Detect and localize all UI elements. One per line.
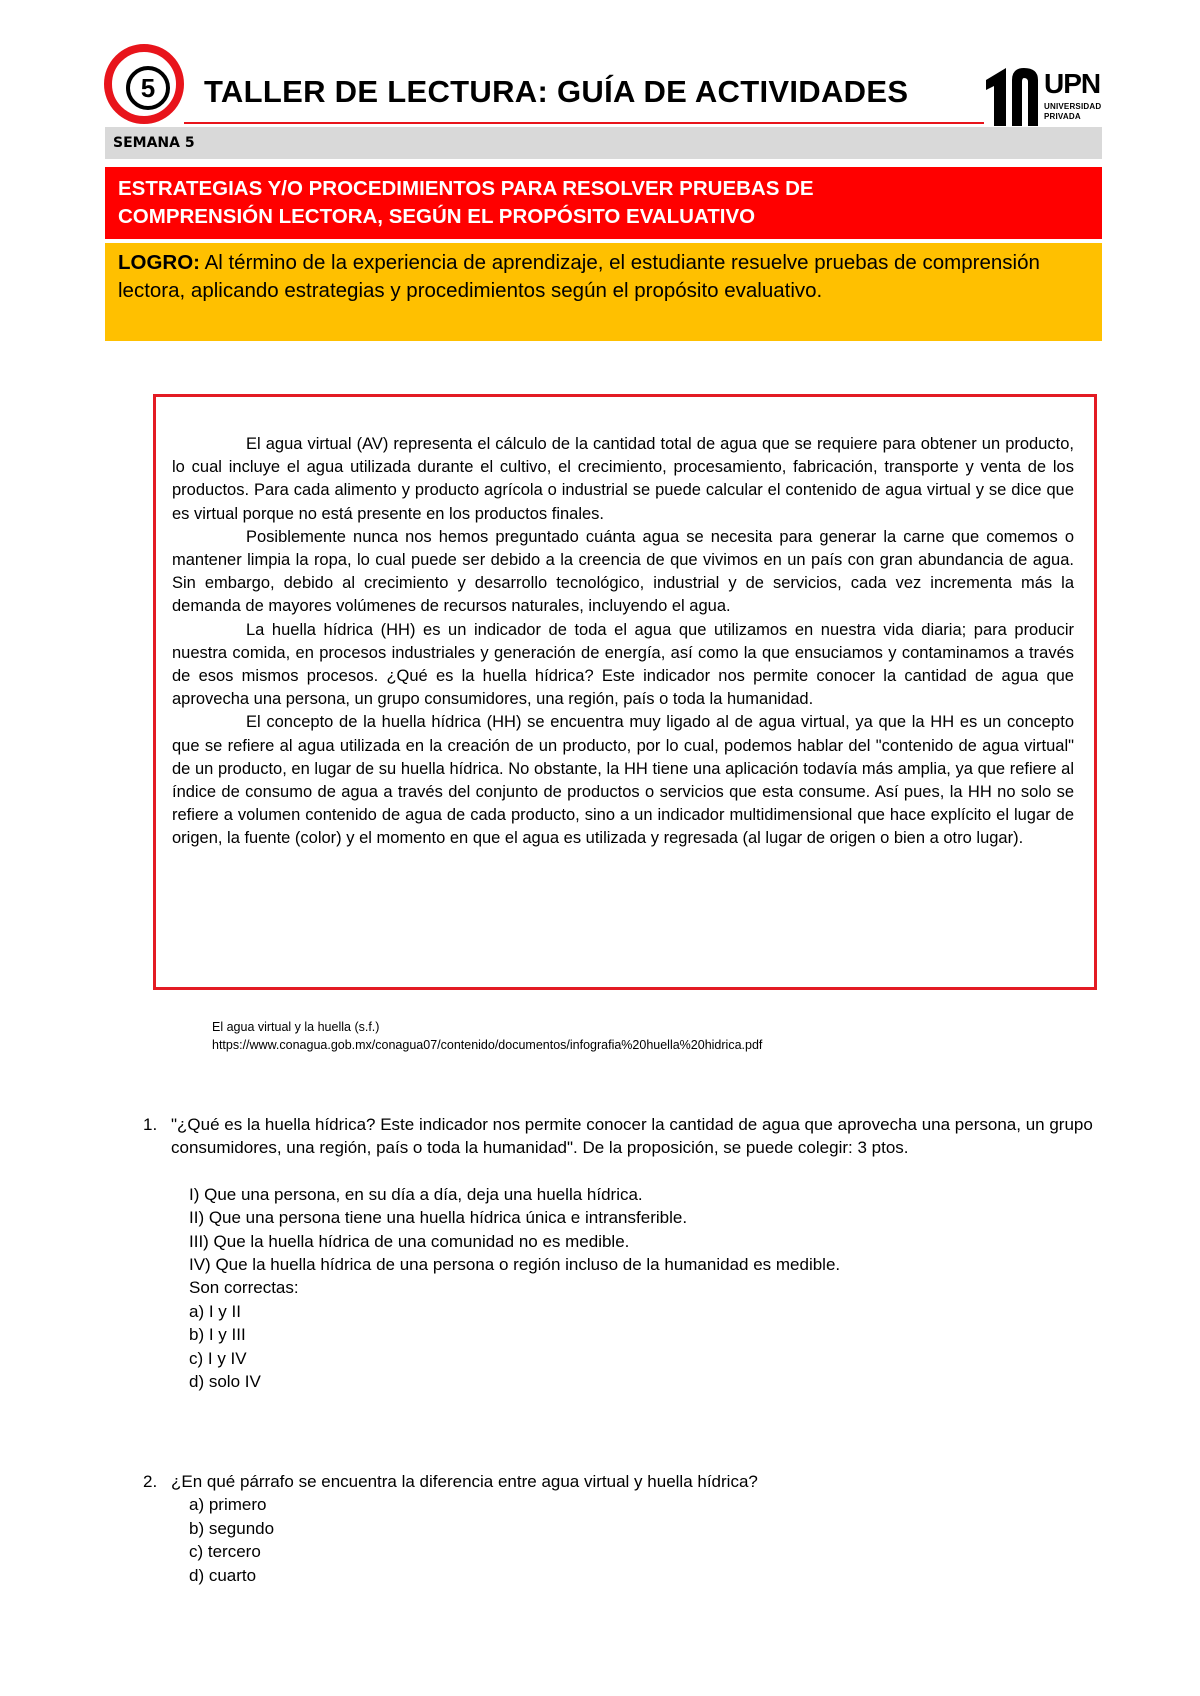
question-1-stem xyxy=(143,1113,1103,1160)
question-2-number: 2. xyxy=(143,1472,158,1491)
page-title: TALLER DE LECTURA: GUÍA DE ACTIVIDADES xyxy=(204,74,909,109)
logo-subtitle xyxy=(1044,102,1101,122)
week-label: SEMANA 5 xyxy=(105,127,1102,159)
passage-paragraph-3: La huella hídrica (HH) es un indicador de toda el agua que utilizamos en nuestra vida diaria; para producir nuestra comida, en procesos industriales y generación de energía, así como la que ensuciamos y contaminamos a través de esos mismos procesos. ¿Qué es la huella hídrica? Este indicador nos permite conocer la cantidad de agua que aprovecha una persona, un grupo consumidores, una región, país o toda la humanidad. xyxy=(172,620,1074,709)
option-a: a) primero xyxy=(189,1495,267,1515)
option-c: c) tercero xyxy=(189,1542,261,1562)
passage-paragraph-2: Posiblemente nunca nos hemos preguntado cuánta agua se necesita para generar la carne que comemos o mantener limpia la ropa, lo cual puede ser debido a la creencia de que vivimos en un país con gran abundancia de agua. Sin embargo, debido al crecimiento y desarrollo tecnológico, industrial y de servicios, cada vez incrementa más la demanda de mayores volúmenes de recursos naturales, incluyendo el agua. xyxy=(172,527,1074,616)
question-1-number: 1. xyxy=(143,1115,158,1134)
week-number: 5 xyxy=(126,66,170,110)
option-b: b) segundo xyxy=(189,1518,275,1538)
option-a: a) I y II xyxy=(189,1301,241,1321)
logo-sub-line-2: PRIVADA xyxy=(1044,112,1081,121)
question-2-stem xyxy=(143,1470,1103,1493)
goal-text: Al término de la experiencia de aprendizaje, el estudiante resuelve pruebas de comprensión lectora, aplicando estrategias y procedimientos según el propósito evaluativo. xyxy=(118,251,1040,302)
page-header xyxy=(104,44,1104,126)
statement-iv: IV) Que la huella hídrica de una persona o región incluso de la humanidad es medible. xyxy=(189,1255,841,1275)
question-1-prompt: Son correctas: xyxy=(189,1278,299,1298)
question-2-body xyxy=(143,1493,1103,1587)
option-c: c) I y IV xyxy=(189,1348,247,1368)
statement-ii: II) Que una persona tiene una huella hídrica única e intransferible. xyxy=(189,1208,688,1228)
question-1-text: "¿Qué es la huella hídrica? Este indicador nos permite conocer la cantidad de agua que aprovecha una persona, un grupo consumidores, una región, país o toda la humanidad". De la proposición, se puede colegir: 3 ptos. xyxy=(171,1115,1093,1158)
passage-paragraph-1: El agua virtual (AV) representa el cálculo de la cantidad total de agua que se requiere para obtener un producto, lo cual incluye el agua utilizada durante el cultivo, el crecimiento, procesamiento, fabricación, transporte y venta de los productos. Para cada alimento y producto agrícola o industrial se puede calcular el contenido de agua virtual y se dice que es virtual porque no está presente en los productos finales. xyxy=(172,435,1074,523)
option-b: b) I y III xyxy=(189,1325,246,1345)
week-badge xyxy=(104,44,184,124)
option-d: d) solo IV xyxy=(189,1372,261,1392)
topic-line-2: COMPRENSIÓN LECTORA, SEGÚN EL PROPÓSITO EVALUATIVO xyxy=(118,205,756,228)
logo-sub-line-1: UNIVERSIDAD xyxy=(1044,102,1102,111)
source-citation xyxy=(212,1018,762,1054)
statement-i: I) Que una persona, en su día a día, deja una huella hídrica. xyxy=(189,1184,643,1204)
option-d: d) cuarto xyxy=(189,1565,257,1585)
question-2-text: ¿En qué párrafo se encuentra la diferencia entre agua virtual y huella hídrica? xyxy=(171,1472,758,1491)
statement-iii: III) Que la huella hídrica de una comunidad no es medible. xyxy=(189,1231,630,1251)
citation-url: https://www.conagua.gob.mx/conagua07/contenido/documentos/infografia%20huella%20hidrica.pdf xyxy=(212,1038,763,1052)
reading-passage xyxy=(153,394,1097,990)
goal-label: LOGRO: xyxy=(118,251,200,274)
logo-name: UPN xyxy=(1044,68,1101,99)
topic-banner xyxy=(105,167,1102,239)
upn-logo-mark-icon xyxy=(982,66,1044,128)
goal-banner xyxy=(105,243,1102,341)
topic-line-1: ESTRATEGIAS Y/O PROCEDIMIENTOS PARA RESOLVER PRUEBAS DE xyxy=(118,177,814,200)
question-1-body xyxy=(143,1183,1103,1394)
upn-logo xyxy=(982,66,1106,136)
question-2 xyxy=(143,1470,1103,1587)
passage-paragraph-4: El concepto de la huella hídrica (HH) se encuentra muy ligado al de agua virtual, ya que la HH es un concepto que se refiere al agua utilizada en la creación de un producto, por lo cual, podemos hablar del "contenido de agua virtual" de un producto, en lugar de su huella hídrica. No obstante, la HH tiene una aplicación todavía más amplia, ya que refiere al índice de consumo de agua a través del conjunto de productos o servicios que esta consume. Así pues, la HH no solo se refiere a volumen contenido de agua de cada producto, sino a un indicador multidimensional que hace explícito el lugar de origen, la fuente (color) y el momento en que el agua es utilizada y regresada (al lugar de origen o bien a otro lugar). xyxy=(172,713,1074,848)
title-divider xyxy=(184,122,984,124)
citation-title: El agua virtual y la huella (s.f.) xyxy=(212,1020,380,1034)
question-1 xyxy=(143,1113,1103,1393)
